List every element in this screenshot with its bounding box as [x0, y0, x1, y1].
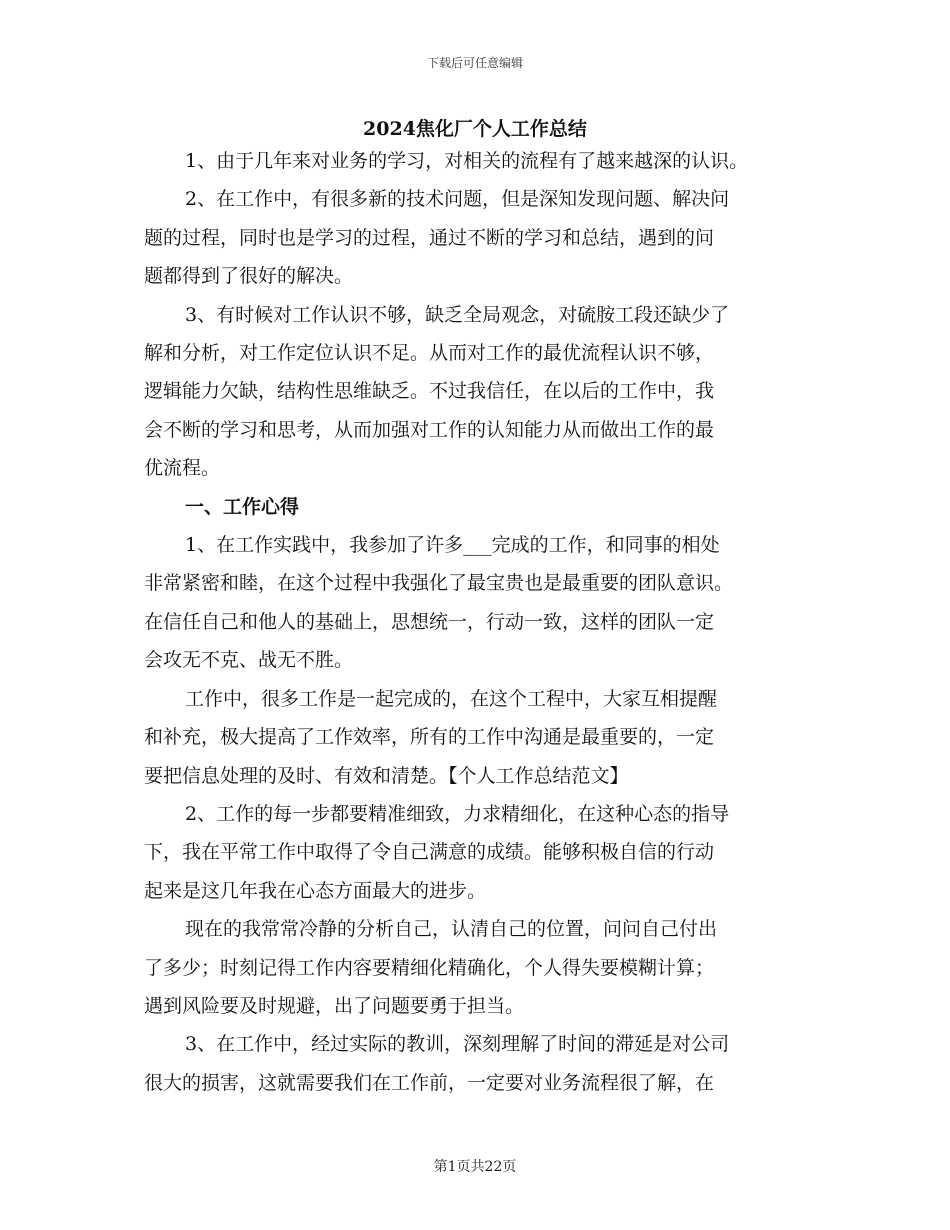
text-line: 逻辑能力欠缺，结构性思维缺乏。不过我信任，在以后的工作中，我: [144, 380, 715, 403]
document-body: [144, 142, 844, 1102]
text-line: 工作中，很多工作是一起完成的，在这个工程中，大家互相提醒: [185, 687, 718, 710]
text-line: 了多少；时刻记得工作内容要精细化精确化，个人得失要模糊计算；: [144, 956, 715, 979]
text-line: 要把信息处理的及时、有效和清楚。【个人工作总结范文】: [144, 764, 629, 787]
paragraph: [144, 680, 844, 795]
text-line: 遇到风险要及时规避，出了问题要勇于担当。: [144, 994, 525, 1017]
paragraph: [144, 1025, 844, 1102]
paragraph: [144, 296, 844, 488]
page-number-footer: 第1页共22页: [433, 1159, 517, 1175]
text-line: 非常紧密和睦，在这个过程中我强化了最宝贵也是最重要的团队意识。: [144, 572, 734, 595]
text-line: 会攻无不克、战无不胜。: [144, 649, 354, 672]
section-heading: [144, 488, 844, 526]
paragraph: [144, 910, 844, 1025]
text-line: 3、有时候对工作认识不够，缺乏全局观念，对硫胺工段还缺少了: [185, 303, 730, 326]
text-line: 1、在工作实践中，我参加了许多___完成的工作，和同事的相处: [185, 534, 720, 557]
text-line: 2、工作的每一步都要精准细致，力求精细化，在这种心态的指导: [185, 802, 730, 825]
text-line: 很大的损害，这就需要我们在工作前，一定要对业务流程很了解，在: [144, 1071, 715, 1094]
paragraph: [144, 795, 844, 910]
paragraph: [144, 142, 844, 180]
text-line: 在信任自己和他人的基础上，思想统一，行动一致，这样的团队一定: [144, 610, 715, 633]
paragraph: [144, 180, 844, 295]
document-title: 2024焦化厂个人工作总结: [363, 118, 587, 140]
text-line: 3、在工作中，经过实际的教训，深刻理解了时间的滞延是对公司: [185, 1033, 730, 1056]
text-line: 2、在工作中，有很多新的技术问题，但是深知发现问题、解决问: [185, 188, 730, 211]
text-line: 解和分析，对工作定位认识不足。从而对工作的最优流程认识不够，: [144, 342, 715, 365]
text-line: 题都得到了很好的解决。: [144, 265, 354, 288]
text-line: 下，我在平常工作中取得了令自己满意的成绩。能够积极自信的行动: [144, 841, 715, 864]
text-line: 起来是这几年我在心态方面最大的进步。: [144, 879, 487, 902]
text-line: 和补充，极大提高了工作效率，所有的工作中沟通是最重要的，一定: [144, 726, 715, 749]
text-line: 优流程。: [144, 457, 221, 480]
text-line: 1、由于几年来对业务的学习，对相关的流程有了越来越深的认识。: [185, 150, 749, 172]
page-header-note: 下载后可任意编辑: [426, 56, 523, 70]
text-line: 现在的我常常冷静的分析自己，认清自己的位置，问问自己付出: [185, 918, 718, 941]
paragraph: [144, 526, 844, 680]
text-line: 题的过程，同时也是学习的过程，通过不断的学习和总结，遇到的问: [144, 226, 715, 249]
text-line: 一、工作心得: [185, 495, 300, 518]
text-line: 会不断的学习和思考，从而加强对工作的认知能力从而做出工作的最: [144, 418, 715, 441]
